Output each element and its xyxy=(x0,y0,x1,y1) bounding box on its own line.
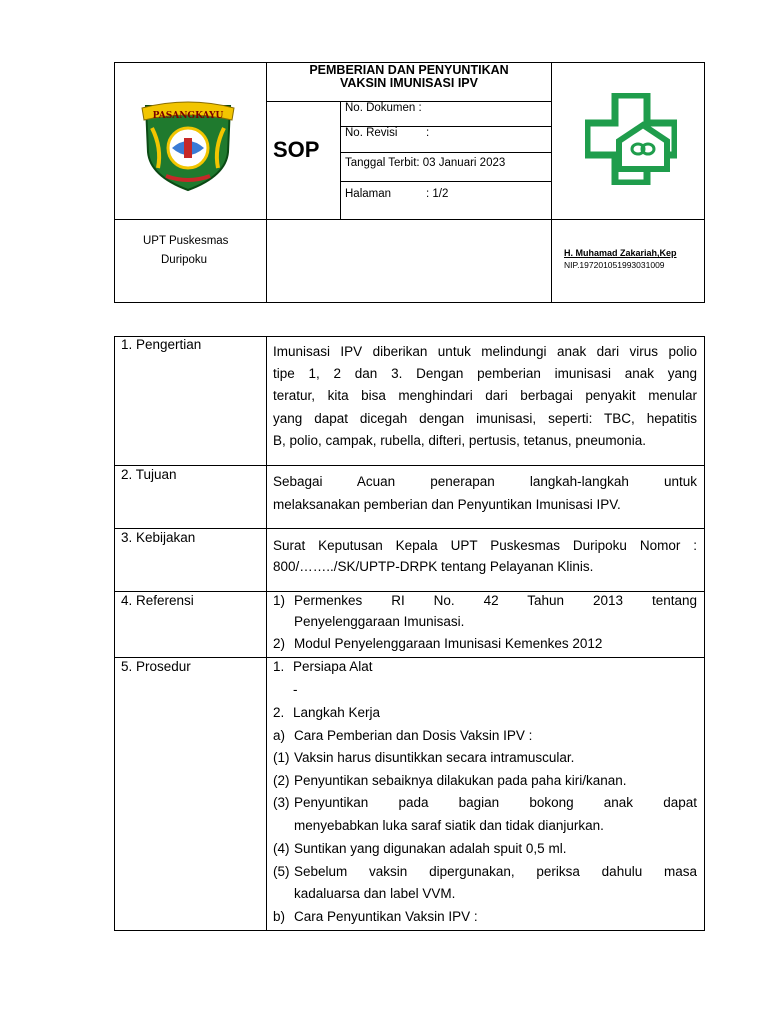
tujuan-line-2: melaksanakan pemberian dan Penyuntikan Imunisasi IPV. xyxy=(273,497,621,512)
prosedur-p5-num: (5) xyxy=(273,864,290,879)
signer-name: H. Muhamad Zakariah,Kep xyxy=(564,248,677,258)
no-revisi-colon: : xyxy=(426,127,430,139)
sop-title-line2: VAKSIN IMUNISASI IPV xyxy=(340,76,478,90)
kebijakan-label: 3. Kebijakan xyxy=(121,530,196,545)
prosedur-a-text: Cara Pemberian dan Dosis Vaksin IPV : xyxy=(294,728,533,743)
pengertian-line-4: yang dapat dicegah dengan imunisasi, seperti: TBC, hepatitis xyxy=(273,411,697,426)
prosedur-p4-num: (4) xyxy=(273,841,290,856)
no-dokumen: No. Dokumen : xyxy=(345,102,422,114)
unit-name-line1: UPT Puskesmas xyxy=(143,235,229,247)
no-revisi-label: No. Revisi xyxy=(345,127,398,139)
prosedur-step2-num: 2. xyxy=(273,705,285,720)
signer-nip: NIP.197201051993031009 xyxy=(564,260,665,270)
prosedur-step1-num: 1. xyxy=(273,659,285,674)
referensi-item1-line1: Permenkes RI No. 42 Tahun 2013 tentang xyxy=(294,593,697,608)
halaman-value: : 1/2 xyxy=(426,188,449,200)
pengertian-line-2: tipe 1, 2 dan 3. Dengan pemberian imunisasi anak yang xyxy=(273,366,697,381)
pengertian-line-1: Imunisasi IPV diberikan untuk melindungi anak dari virus polio xyxy=(273,344,697,359)
prosedur-p2-num: (2) xyxy=(273,773,290,788)
pasangkayu-emblem xyxy=(136,98,240,192)
prosedur-p1-num: (1) xyxy=(273,750,290,765)
unit-name-line2: Duripoku xyxy=(161,254,208,266)
referensi-item1-line2: Penyelenggaraan Imunisasi. xyxy=(294,614,465,629)
referensi-item2-line1: Modul Penyelenggaraan Imunisasi Kemenkes 2012 xyxy=(294,636,603,651)
sop-title-line1: PEMBERIAN DAN PENYUNTIKAN xyxy=(309,63,509,77)
pengertian-line-5: B, polio, campak, rubella, difteri, pertusis, tetanus, pneumonia. xyxy=(273,433,646,448)
prosedur-p3-line2: menyebabkan luka saraf siatik dan tidak dianjurkan. xyxy=(294,818,604,833)
prosedur-step2-text: Langkah Kerja xyxy=(293,705,381,720)
referensi-item1-num: 1) xyxy=(273,593,286,608)
prosedur-p5-line1: Sebelum vaksin dipergunakan, periksa dahulu masa xyxy=(294,864,697,879)
prosedur-p3-num: (3) xyxy=(273,795,290,810)
prosedur-a-num: a) xyxy=(273,728,286,743)
tanggal-terbit: Tanggal Terbit: 03 Januari 2023 xyxy=(345,157,506,169)
emblem-text: PASANGKAYU xyxy=(152,111,224,121)
sop-label: SOP xyxy=(273,137,320,162)
prosedur-b-text: Cara Penyuntikan Vaksin IPV : xyxy=(294,909,478,924)
prosedur-step1-text: Persiapa Alat xyxy=(293,659,373,674)
prosedur-p1-text: Vaksin harus disuntikkan secara intramuscular. xyxy=(294,750,575,765)
puskesmas-logo xyxy=(585,93,677,185)
prosedur-step1-dash: - xyxy=(293,682,298,697)
prosedur-p4-text: Suntikan yang digunakan adalah spuit 0,5 ml. xyxy=(294,841,567,856)
tujuan-line-1: Sebagai Acuan penerapan langkah-langkah untuk xyxy=(273,474,697,489)
kebijakan-line-2: 800/……../SK/UPTP-DRPK tentang Pelayanan Klinis. xyxy=(273,559,594,574)
halaman-label: Halaman xyxy=(345,188,392,200)
prosedur-p5-line2: kadaluarsa dan label VVM. xyxy=(294,886,456,901)
pengertian-line-3: teratur, kita bisa menghindari dari berbagai penyakit menular xyxy=(273,388,697,403)
prosedur-p3-line1: Penyuntikan pada bagian bokong anak dapat xyxy=(294,795,697,810)
referensi-label: 4. Referensi xyxy=(121,593,194,608)
prosedur-b-num: b) xyxy=(273,909,286,924)
kebijakan-line-1: Surat Keputusan Kepala UPT Puskesmas Duripoku Nomor : xyxy=(273,538,697,553)
tujuan-label: 2. Tujuan xyxy=(121,467,177,482)
referensi-item2-num: 2) xyxy=(273,636,286,651)
pengertian-label: 1. Pengertian xyxy=(121,337,202,352)
prosedur-label: 5. Prosedur xyxy=(121,659,191,674)
prosedur-p2-text: Penyuntikan sebaiknya dilakukan pada paha kiri/kanan. xyxy=(294,773,627,788)
